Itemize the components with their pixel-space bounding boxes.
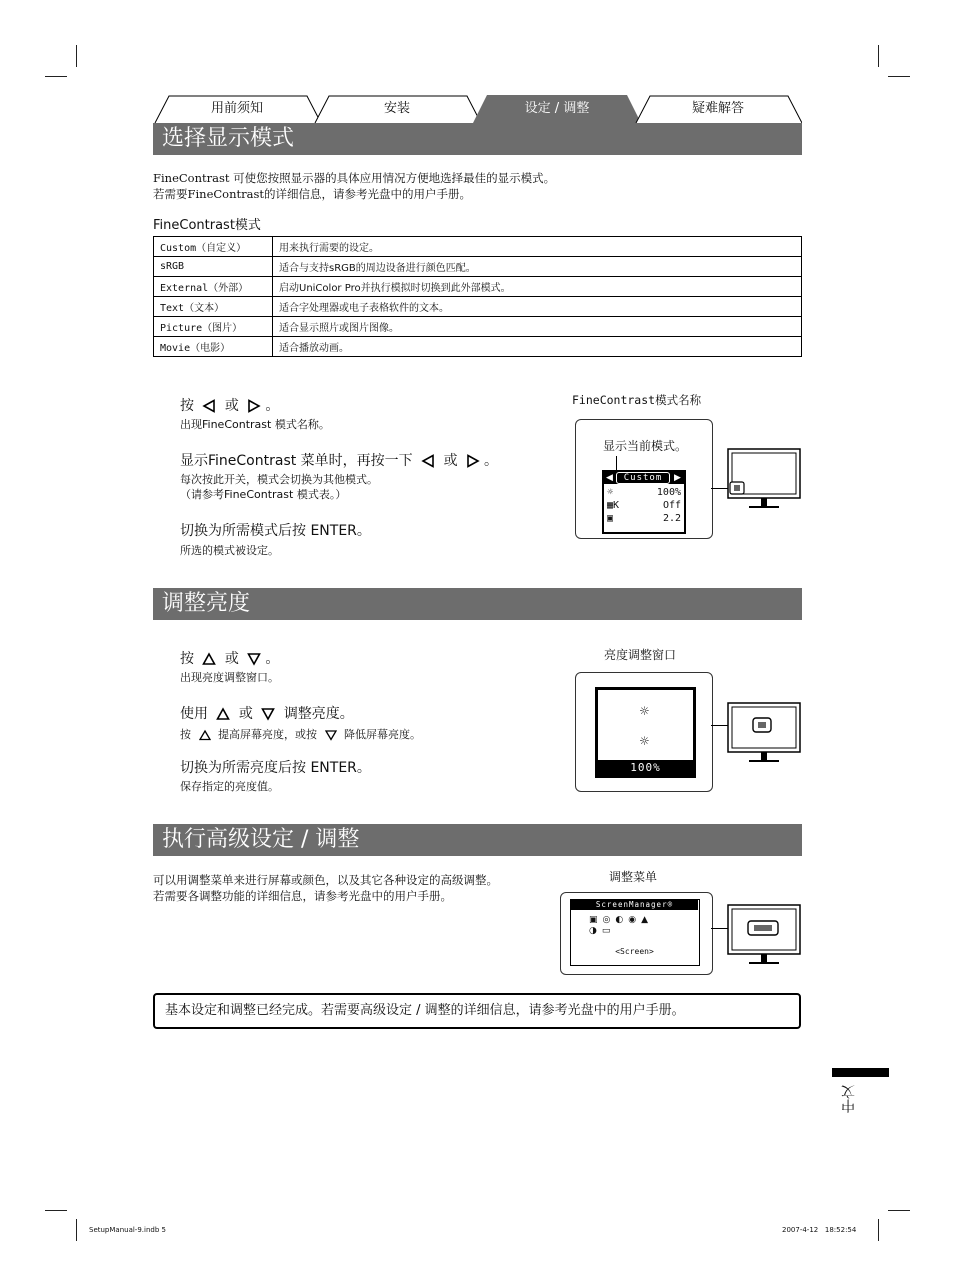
section-title-brightness: 调整亮度: [153, 588, 802, 620]
osd-label: K: [613, 500, 620, 511]
table-row: [154, 277, 802, 297]
crop-mark: [45, 76, 67, 77]
step-desc: [180, 727, 421, 742]
monitor-icon: [727, 702, 801, 766]
mode-name: sRGB: [154, 257, 273, 277]
table-row: [154, 317, 802, 337]
step-text: 或: [224, 398, 239, 414]
crop-mark: [76, 1219, 77, 1241]
footer-file: SetupManual-9.indb 5: [89, 1226, 166, 1234]
tab-label: 设定 / 调整: [524, 101, 590, 116]
osd-right-arrow-icon: ▶: [674, 473, 681, 483]
up-arrow-icon: [216, 707, 230, 721]
color-temp-icon: ▦K: [607, 500, 620, 511]
brightness-panel: [575, 672, 713, 792]
others-icon: ◉: [628, 915, 642, 925]
step-press-up-down: [180, 648, 279, 668]
mode-desc: 适合字处理器或电子表格软件的文本。: [273, 297, 802, 317]
step-text: 或: [224, 651, 239, 667]
menu-icons: [589, 915, 653, 937]
crop-mark: [878, 1219, 879, 1241]
osd-row: [607, 486, 681, 499]
osd-value: 100%: [656, 487, 681, 498]
down-arrow-icon: [261, 707, 275, 721]
intro-line: 若需要FineContrast的详细信息，请参考光盘中的用户手册。: [153, 187, 471, 201]
osd-mode-name: Custom: [616, 472, 670, 484]
mode-desc: 适合播放动画。: [273, 337, 802, 357]
step-desc-line: 每次按此开关，模式会切换为其他模式。: [180, 473, 378, 486]
crop-mark: [76, 45, 77, 67]
osd-row: [607, 499, 681, 512]
crop-mark: [888, 1210, 910, 1211]
right-arrow-icon: [247, 399, 261, 413]
osd-callout-panel: [575, 419, 713, 539]
step-desc-text: 降低屏幕亮度。: [344, 728, 421, 741]
step-text: 使用: [180, 706, 208, 722]
figure-caption: 亮度调整窗口: [604, 648, 677, 662]
step-adjust-brightness: [180, 703, 354, 723]
left-arrow-icon: [202, 399, 216, 413]
tab-installation[interactable]: [313, 95, 481, 123]
step-text: 。: [265, 398, 280, 414]
language-icon: ◑: [589, 926, 602, 936]
tab-troubleshooting[interactable]: [634, 95, 802, 123]
mode-desc: 启动UniColor Pro并执行模拟时切换到此外部模式。: [273, 277, 802, 297]
tab-label: 疑难解答: [691, 101, 744, 116]
mode-name: Text（文本）: [154, 297, 273, 317]
table-row: [154, 297, 802, 317]
section-tabs: [153, 95, 802, 123]
step-desc: 保存指定的亮度值。: [180, 780, 279, 793]
step-press-again: [180, 450, 498, 470]
osd-value: Off: [662, 500, 681, 511]
menu-selected-item: <Screen>: [615, 947, 654, 956]
step-text: 。: [484, 453, 499, 469]
completion-note: 基本设定和调整已经完成。若需要高级设定 / 调整的详细信息，请参考光盘中的用户手册。: [153, 993, 801, 1029]
adjustment-menu-panel: [560, 892, 713, 975]
mode-name: Custom（自定义）: [154, 237, 273, 257]
mode-name: External（外部）: [154, 277, 273, 297]
adjustment-menu-window: [570, 899, 700, 966]
step-desc-line: （请参考FineContrast 模式表。）: [180, 488, 347, 501]
brightness-up-icon: ☼: [639, 704, 650, 718]
information-icon: ▲: [641, 915, 654, 925]
gamma-icon: ▣: [607, 513, 614, 524]
figure-caption: 调整菜单: [609, 870, 658, 884]
intro-paragraph: [153, 170, 555, 202]
crop-mark: [888, 76, 910, 77]
language-side-tab: 中文: [841, 1085, 857, 1113]
intro-line: FineContrast 可使您按照显示器的具体应用情况方便地选择最佳的显示模式。: [153, 171, 556, 185]
step-desc: 出现亮度调整窗口。: [180, 671, 279, 684]
table-title: FineContrast模式: [153, 218, 261, 233]
step-desc: [180, 472, 378, 502]
brightness-value: 100%: [597, 760, 694, 776]
step-text: 显示FineContrast 菜单时，再按一下: [180, 453, 413, 469]
left-arrow-icon: [421, 454, 435, 468]
tab-label: 安装: [383, 101, 410, 116]
step-text: 或: [443, 453, 458, 469]
step-desc: 出现FineContrast 模式名称。: [180, 418, 330, 431]
tab-settings[interactable]: [473, 95, 641, 123]
mode-name: Picture（图片）: [154, 317, 273, 337]
power-save-icon: ◐: [615, 915, 629, 925]
brightness-down-icon: ☼: [639, 734, 650, 748]
step-text: 按: [180, 398, 194, 414]
exit-icon: ▭: [601, 926, 616, 936]
step-press-left-right: [180, 395, 279, 415]
step-press-enter: 切换为所需亮度后按 ENTER。: [180, 760, 371, 776]
step-desc: 所选的模式被设定。: [180, 544, 279, 557]
monitor-icon: [727, 448, 801, 512]
step-press-enter: 切换为所需模式后按 ENTER。: [180, 523, 371, 539]
brightness-window: [595, 687, 696, 778]
tab-label: 用前须知: [210, 101, 263, 116]
step-desc-text: 提高屏幕亮度，或按: [218, 728, 317, 741]
mode-name: Movie（电影）: [154, 337, 273, 357]
table-row: [154, 237, 802, 257]
mode-desc: 用来执行需要的设定。: [273, 237, 802, 257]
step-desc-text: 按: [180, 728, 191, 741]
tab-before-use[interactable]: [153, 95, 321, 123]
mode-table: [153, 236, 802, 357]
osd-left-arrow-icon: ◀: [606, 473, 613, 483]
crop-mark: [45, 1210, 67, 1211]
figure-caption: FineContrast模式名称: [572, 393, 702, 407]
step-text: 按: [180, 651, 194, 667]
down-arrow-icon: [247, 652, 261, 666]
intro-line: 若需要各调整功能的详细信息，请参考光盘中的用户手册。: [153, 889, 452, 903]
right-arrow-icon: [466, 454, 480, 468]
step-text: 调整亮度。: [283, 706, 354, 722]
mode-desc: 适合与支持sRGB的周边设备进行颜色匹配。: [273, 257, 802, 277]
osd-row: [607, 512, 681, 525]
mode-desc: 适合显示照片或图片图像。: [273, 317, 802, 337]
brightness-icon: ☼: [607, 487, 614, 498]
up-arrow-icon: [199, 729, 211, 741]
figure-label: 显示当前模式。: [603, 439, 688, 453]
osd-value: 2.2: [662, 513, 681, 524]
osd-rows: [607, 486, 681, 525]
step-text: 或: [238, 706, 253, 722]
monitor-icon: [727, 904, 801, 968]
osd-window: [602, 470, 686, 534]
section-title-advanced: 执行高级设定 / 调整: [153, 824, 802, 856]
table-row: [154, 257, 802, 277]
side-tab-marker: [832, 1068, 889, 1077]
up-arrow-icon: [202, 652, 216, 666]
crop-mark: [878, 45, 879, 67]
section-title-display-mode: 选择显示模式: [153, 123, 802, 155]
down-arrow-icon: [325, 729, 337, 741]
screen-icon: ▣: [589, 915, 603, 925]
intro-line: 可以用调整菜单来进行屏幕或颜色，以及其它各种设定的高级调整。: [153, 873, 498, 887]
step-text: 。: [265, 651, 280, 667]
menu-title: ScreenManager®: [571, 900, 698, 910]
table-row: [154, 337, 802, 357]
footer-timestamp: 2007-4-12 18:52:54: [782, 1226, 857, 1234]
intro-paragraph: [153, 872, 498, 904]
color-icon: ◎: [602, 915, 616, 925]
